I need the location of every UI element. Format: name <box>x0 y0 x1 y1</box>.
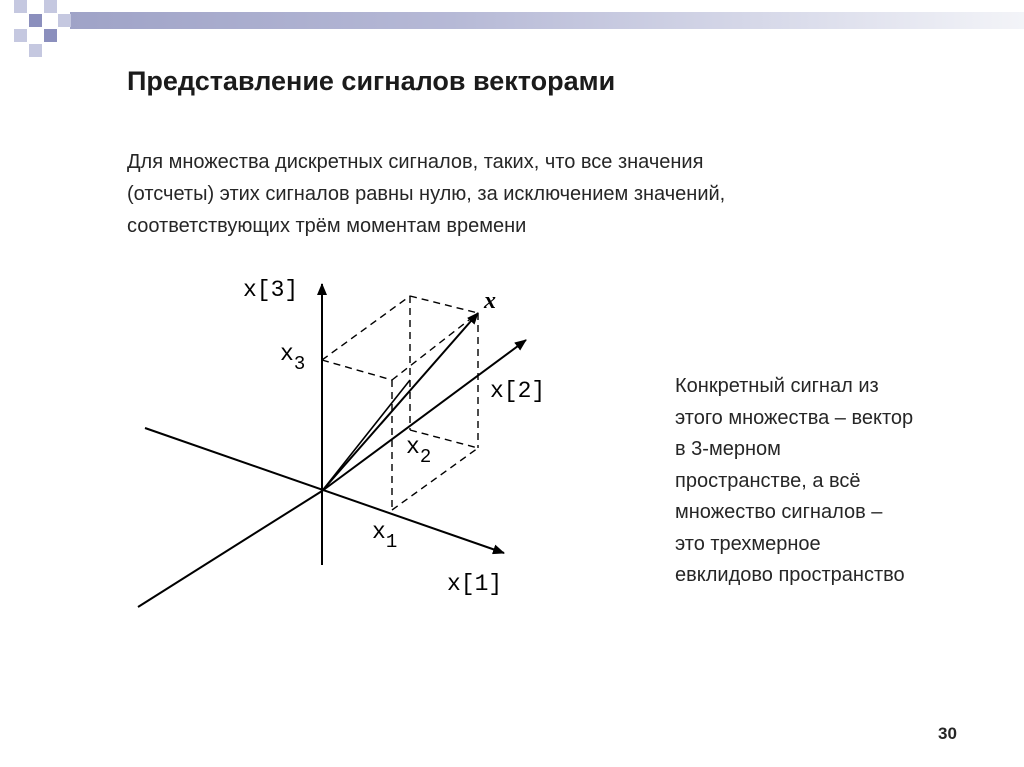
axis-x2 <box>322 340 526 491</box>
page-number: 30 <box>938 724 957 743</box>
box-edge <box>392 448 478 510</box>
axis-x1 <box>145 428 504 553</box>
box-edge <box>392 313 478 380</box>
explanation-line: Конкретный сигнал из <box>675 375 879 397</box>
explanation-line: этого множества – вектор <box>675 406 914 429</box>
intro-line: соответствующих трём моментам времени <box>127 215 527 237</box>
x1-base: x <box>372 519 386 545</box>
box-edge <box>410 296 478 313</box>
x2-base: x <box>406 434 420 460</box>
x3-coordinate-label <box>280 341 305 375</box>
explanation-line: евклидово пространство <box>675 564 905 586</box>
vector-label: x <box>484 288 496 314</box>
x2-coordinate-label <box>406 434 431 468</box>
x3-base: x <box>280 341 294 367</box>
box-edge <box>322 296 410 360</box>
explanation-line: в 3-мерном <box>675 438 781 460</box>
explanation-line: множество сигналов – <box>675 501 883 523</box>
x1-coordinate-label <box>372 519 397 553</box>
axis-x1-back <box>138 491 322 607</box>
explanation-text <box>675 371 1005 592</box>
explanation-line: это трехмерное <box>675 532 821 555</box>
axis-x2-label: x[2] <box>490 378 546 404</box>
slide-title: Представление сигналов векторами <box>127 66 616 96</box>
axis-x1-label: x[1] <box>447 571 503 597</box>
axis-x3-label: x[3] <box>243 277 299 303</box>
x3-subscript: 3 <box>293 353 306 375</box>
intro-line: (отсчеты) этих сигналов равны нулю, за исключением значений, <box>127 183 726 205</box>
x1-subscript: 1 <box>385 531 398 553</box>
box-edge <box>322 360 392 380</box>
x2-subscript: 2 <box>419 446 432 468</box>
explanation-line: пространстве, а всё <box>675 469 861 492</box>
intro-line: Для множества дискретных сигналов, таких, что все значения <box>127 151 704 173</box>
